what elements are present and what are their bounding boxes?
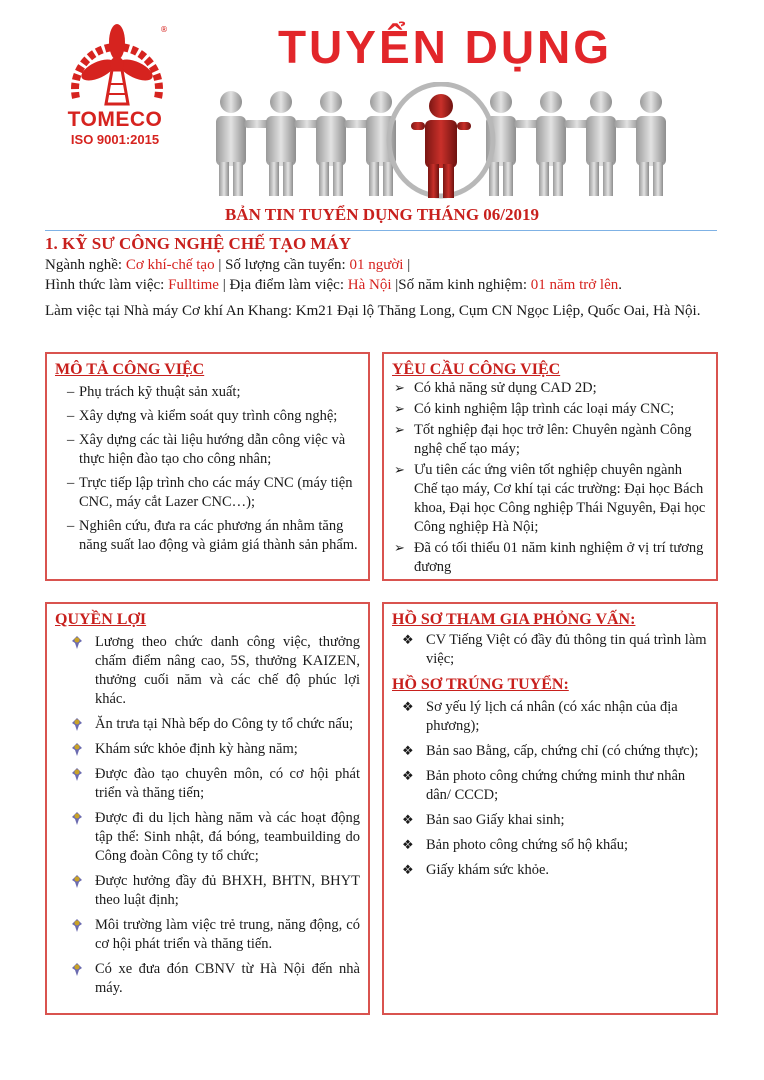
workplace-text: Làm việc tại Nhà máy Cơ khí An Khang: Km21 Đại lộ Thăng Long, Cụm CN Ngọc Liệp, Quốc Oai, Hà Nội. (45, 303, 701, 319)
diamond-bullet-icon: ❖ (402, 633, 414, 648)
exp-value: 01 năm trở lên (530, 277, 619, 293)
list-item: – Xây dựng các tài liệu hướng dẫn công việc và thực hiện đào tạo cho công nhân; (67, 431, 360, 469)
list-item (402, 767, 708, 805)
list-item-text: Lương theo chức danh công việc, thưởng chấm điểm nâng cao, 5S, thưởng KAIZEN, thưởng cuối năm và các chế độ phúc lợi khác. (95, 634, 360, 707)
list-item-text: Có xe đưa đón CBNV từ Hà Nội đến nhà máy. (95, 961, 360, 996)
list-item (392, 400, 708, 419)
documents-box (382, 602, 718, 1015)
list-item (402, 631, 708, 669)
list-item (402, 836, 708, 855)
list-item-text: Bản photo công chứng sổ hộ khẩu; (426, 837, 628, 853)
bulletin-title: BẢN TIN TUYỂN DỤNG THÁNG 06/2019 (224, 205, 540, 224)
list-item (69, 872, 360, 910)
list-item: – Phụ trách kỹ thuật sản xuất; (67, 383, 360, 402)
diamond-bullet-icon: ❖ (402, 813, 414, 828)
list-item (69, 715, 360, 734)
list-item-text: Có kinh nghiệm lập trình các loại máy CNC; (414, 401, 675, 417)
list-item (402, 861, 708, 880)
diamond-bullet-icon: ❖ (402, 863, 414, 878)
list-item (392, 539, 708, 577)
list-item (69, 916, 360, 954)
pushpin-bullet-icon (69, 918, 85, 934)
pushpin-bullet-icon (69, 767, 85, 783)
list-item-text: Sơ yếu lý lịch cá nhân (có xác nhận của địa phương); (426, 699, 678, 734)
job-description-title: MÔ TẢ CÔNG VIỆC (55, 361, 205, 378)
logo-name: TOMECO (67, 108, 163, 131)
list-item-text: Được hưởng đầy đủ BHXH, BHTN, BHYT theo luật định; (95, 873, 360, 908)
list-item-text: Ăn trưa tại Nhà bếp do Công ty tổ chức nấu; (95, 716, 354, 732)
field-value: Cơ khí-chế tạo (125, 257, 215, 273)
field-label: Ngành nghề: (45, 257, 126, 273)
list-item: – Xây dựng và kiểm soát quy trình công nghệ; (67, 407, 360, 426)
list-item-text: Bản sao Giấy khai sinh; (426, 812, 565, 828)
benefits-title: QUYỀN LỢI (55, 611, 147, 628)
list-item-text: CV Tiếng Việt có đầy đủ thông tin quá trình làm việc; (426, 632, 707, 667)
list-item-text: Ưu tiên các ứng viên tốt nghiệp chuyên ngành Chế tạo máy, Cơ khí tại các trường: Đại học Bách khoa, Đại học Công nghiệp Thái Nguyên, Đại học Công nghiệp Hà Nội; (414, 462, 706, 535)
exp-end: . (618, 277, 622, 293)
qty-end: | (403, 257, 411, 273)
svg-text:®: ® (160, 25, 168, 34)
list-item-text: Được đi du lịch hàng năm và các hoạt động tập thể: Sinh nhật, đá bóng, teambuilding do Công đoàn Công ty tổ chức; (95, 810, 360, 864)
list-item (69, 740, 360, 759)
pushpin-bullet-icon (69, 962, 85, 978)
diamond-bullet-icon: ❖ (402, 744, 414, 759)
job-title: 1. KỸ SƯ CÔNG NGHỆ CHẾ TẠO MÁY (45, 234, 352, 253)
arrow-bullet-icon: ➢ (394, 381, 405, 396)
loc-value: Hà Nội (347, 277, 392, 293)
arrow-bullet-icon: ➢ (394, 402, 405, 417)
diamond-bullet-icon: ❖ (402, 769, 414, 784)
arrow-bullet-icon: ➢ (394, 463, 405, 478)
list-item (402, 742, 708, 761)
headline: TUYỂN DỤNG (277, 21, 613, 73)
list-item (69, 809, 360, 866)
qty-label: | Số lượng cần tuyển: (214, 257, 350, 273)
list-item (392, 421, 708, 459)
job-description-box (45, 352, 370, 581)
pushpin-bullet-icon (69, 717, 85, 733)
benefits-box (45, 602, 370, 1015)
qty-value: 01 người (349, 257, 404, 273)
list-item-text: Giấy khám sức khỏe. (426, 862, 550, 878)
interview-docs-title: HỒ SƠ THAM GIA PHỎNG VẤN: (392, 611, 636, 628)
list-item (402, 811, 708, 830)
list-item-text: Được đào tạo chuyên môn, có cơ hội phát triển và thăng tiến; (95, 766, 360, 801)
people-illustration (206, 82, 676, 202)
arrow-bullet-icon: ➢ (394, 423, 405, 438)
list-item-text: Bản photo công chứng chứng minh thư nhân dân/ CCCD; (426, 768, 686, 803)
list-item: – Trực tiếp lập trình cho các máy CNC (máy tiện CNC, máy cắt Lazer CNC…); (67, 474, 360, 512)
list-item-text: Khám sức khỏe định kỳ hàng năm; (95, 741, 298, 757)
type-label: Hình thức làm việc: (45, 277, 169, 293)
job-info-line-2 (45, 277, 622, 294)
list-item (69, 960, 360, 998)
type-value: Fulltime (168, 277, 219, 293)
list-item (69, 633, 360, 709)
benefits-list (55, 633, 360, 998)
list-item (392, 461, 708, 537)
hired-docs-list (392, 698, 708, 880)
exp-label: |Số năm kinh nghiệm: (391, 277, 531, 293)
diamond-bullet-icon: ❖ (402, 700, 414, 715)
pushpin-bullet-icon (69, 874, 85, 890)
job-info-line-1 (45, 257, 410, 274)
pushpin-bullet-icon (69, 635, 85, 651)
list-item-text: Môi trường làm việc trẻ trung, năng động, có cơ hội phát triển và thăng tiến. (95, 917, 360, 952)
list-item-text: Tốt nghiệp đại học trở lên: Chuyên ngành Công nghệ chế tạo máy; (414, 422, 692, 457)
requirements-title: YÊU CẦU CÔNG VIỆC (392, 361, 561, 378)
requirements-list (392, 379, 708, 577)
list-item (69, 765, 360, 803)
list-item-text: Bản sao Bằng, cấp, chứng chỉ (có chứng thực); (426, 743, 699, 759)
job-description-list (55, 383, 360, 555)
hired-docs-title: HỒ SƠ TRÚNG TUYỂN: (392, 676, 569, 693)
list-item-text: Đã có tối thiểu 01 năm kinh nghiệm ở vị trí tương đương (414, 540, 704, 575)
pushpin-bullet-icon (69, 742, 85, 758)
pushpin-bullet-icon (69, 811, 85, 827)
requirements-box (382, 352, 718, 581)
list-item (392, 379, 708, 398)
loc-label: | Địa điểm làm việc: (218, 277, 348, 293)
interview-docs-list (392, 631, 708, 669)
list-item (402, 698, 708, 736)
divider (45, 230, 717, 231)
list-item-text: Có khả năng sử dụng CAD 2D; (414, 380, 597, 396)
arrow-bullet-icon: ➢ (394, 541, 405, 556)
diamond-bullet-icon: ❖ (402, 838, 414, 853)
tomeco-gear-logo-icon (58, 20, 176, 110)
list-item: – Nghiên cứu, đưa ra các phương án nhằm tăng năng suất lao động và giảm giá thành sản phẩm. (67, 517, 360, 555)
logo-iso: ISO 9001:2015 (70, 132, 160, 147)
